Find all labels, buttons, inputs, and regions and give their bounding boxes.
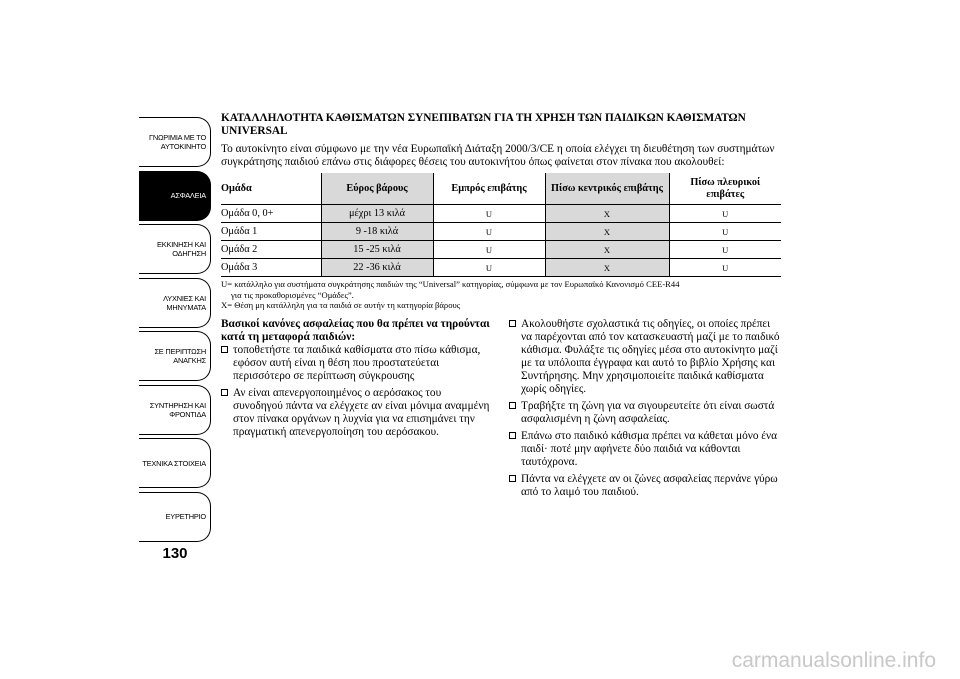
header-rear-center: Πίσω κεντρικός επιβάτης (545, 173, 669, 205)
cell-weight: μέχρι 13 κιλά (321, 205, 433, 223)
table-row (221, 205, 781, 223)
table-header-row (221, 173, 781, 205)
tab-warning-lights[interactable] (139, 278, 211, 328)
safety-rules (221, 318, 781, 503)
page-content (221, 112, 781, 503)
tab-emergency[interactable] (139, 331, 211, 381)
list-item: τοποθετήστε τα παιδικά καθίσματα στο πίσω κάθισμα, εφόσον αυτή είναι η θέση που προστατεύεται περισσότερο σε περίπτωση σύγκρουσης (221, 344, 493, 383)
list-item: Αν είναι απενεργοποιημένος ο αερόσακος του συνοδηγού πάντα να ελέγχετε αν είναι μόνιμα αναμμένη στον πίνακα οργάνων η λυχνία για να επισημάνει την πραγματική απενεργοποίηση του αερόσακου. (221, 387, 493, 439)
table-notes (221, 279, 781, 311)
section-title: ΚΑΤΑΛΛΗΛΟΤΗΤΑ ΚΑΘΙΣΜΑΤΩΝ ΣΥΝΕΠΙΒΑΤΩΝ ΓΙΑ ΤΗ ΧΡΗΣΗ ΤΩΝ ΠΑΙΔΙΚΩΝ ΚΑΘΙΣΜΑΤΩΝ UNIVERSAL (221, 112, 746, 137)
tab-label: ΤΕΧΝΙΚΑ ΣΤΟΙΧΕΙΑ (142, 458, 206, 468)
list-item: Πάντα να ελέγχετε αν οι ζώνες ασφαλείας περνάνε γύρω από το λαιμό του παιδιού. (509, 473, 781, 499)
seat-suitability-table (221, 173, 781, 277)
tab-safety[interactable] (139, 171, 211, 221)
tab-label: ΣΕ ΠΕΡΙΠΤΩΣΗ ΑΝΑΓΚΗΣ (154, 347, 206, 365)
cell-front: U (433, 259, 545, 277)
tab-label: ΕΥΡΕΤΗΡΙΟ (165, 512, 206, 521)
note-x: X= Θέση μη κατάλληλη για τα παιδιά σε αυτήν τη κατηγορία βάρους (221, 300, 461, 310)
table-row (221, 223, 781, 241)
tab-label: ΣΥΝΤΗΡΗΣΗ ΚΑΙ ΦΡΟΝΤΙΔΑ (149, 400, 206, 419)
cell-weight: 9 -18 κιλά (321, 223, 433, 241)
page-number: 130 (162, 545, 188, 562)
chapter-sidebar (139, 117, 211, 545)
cell-front: U (433, 205, 545, 223)
rules-title: Βασικοί κανόνες ασφαλείας που θα πρέπει να τηρούνται κατά τη μεταφορά παιδιών: (221, 317, 490, 343)
header-front-passenger: Εμπρός επιβάτης (433, 173, 545, 205)
cell-rear-side: U (669, 205, 781, 223)
list-item: Ακολουθήστε σχολαστικά τις οδηγίες, οι οποίες πρέπει να παρέχονται από τον κατασκευαστή μαζί με το παιδικό κάθισμα. Φυλάξτε τις οδηγίες μέσα στο αυτοκίνητο μαζί με τα υπόλοιπα έγγραφα και αυτό το βιβλίο Χρήσης και Συντήρησης. Μην χρησιμοποιείτε παιδικά καθίσματα χωρίς οδηγίες. (509, 318, 781, 396)
tab-label: ΑΣΦΑΛΕΙΑ (170, 191, 206, 200)
list-item: Τραβήξτε τη ζώνη για να σιγουρευτείτε ότι είναι σωστά ασφαλισμένη η ζώνη ασφαλείας. (509, 400, 781, 426)
cell-front: U (433, 241, 545, 259)
tab-label: ΛΥΧΝΙΕΣ ΚΑΙ ΜΗΝΥΜΑΤΑ (163, 293, 206, 312)
cell-front: U (433, 223, 545, 241)
cell-rear-center: X (545, 205, 669, 223)
rules-right-column (509, 318, 781, 503)
cell-group: Ομάδα 3 (221, 259, 321, 277)
tab-maintenance[interactable] (139, 385, 211, 435)
note-u: U= κατάλληλο για συστήματα συγκράτησης παιδιών της “Universal” κατηγορίας, σύμφωνα με τον Ευρωπαϊκό Κανονισμό CEE-R44 (221, 279, 680, 289)
table-row (221, 259, 781, 277)
cell-rear-center: X (545, 223, 669, 241)
table-row (221, 241, 781, 259)
tab-label: ΕΚΚΙΝΗΣΗ ΚΑΙ ΟΔΗΓΗΣΗ (157, 240, 206, 258)
cell-weight: 22 -36 κιλά (321, 259, 433, 277)
watermark: carmanualsonline.info (731, 649, 936, 672)
cell-rear-center: X (545, 241, 669, 259)
tab-starting-driving[interactable] (139, 224, 211, 274)
note-u-continued: για τις προκαθορισμένες “Ομάδες”. (231, 289, 354, 300)
list-item: Επάνω στο παιδικό κάθισμα πρέπει να κάθεται μόνο ένα παιδί· ποτέ μην αφήνετε δύο παιδιά να κάθονται ταυτόχρονα. (509, 430, 781, 469)
cell-rear-side: U (669, 223, 781, 241)
header-group: Ομάδα (221, 173, 321, 205)
tab-technical-data[interactable] (139, 438, 211, 488)
cell-group: Ομάδα 0, 0+ (221, 205, 321, 223)
section-intro: Το αυτοκίνητο είναι σύμφωνο με την νέα Ευρωπαϊκή Διάταξη 2000/3/CE η οποία ελέγχει τη διευθέτηση των συστημάτων συγκράτησης παιδιού επάνω στις διάφορες θέσεις του αυτοκινήτου όπως φαίνεται στον πίνακα που ακολουθεί: (221, 143, 775, 168)
tab-getting-to-know[interactable] (139, 117, 211, 167)
cell-rear-side: U (669, 259, 781, 277)
header-rear-side: Πίσω πλευρικοί επιβάτες (669, 173, 781, 205)
cell-weight: 15 -25 κιλά (321, 241, 433, 259)
tab-label: ΓΝΩΡΙΜΙΑ ΜΕ ΤΟ ΑΥΤΟΚΙΝΗΤΟ (148, 133, 206, 151)
rules-left-column (221, 318, 493, 503)
cell-rear-center: X (545, 259, 669, 277)
cell-rear-side: U (669, 241, 781, 259)
header-weight: Εύρος βάρους (321, 173, 433, 205)
tab-index[interactable] (139, 492, 211, 542)
cell-group: Ομάδα 2 (221, 241, 321, 259)
cell-group: Ομάδα 1 (221, 223, 321, 241)
